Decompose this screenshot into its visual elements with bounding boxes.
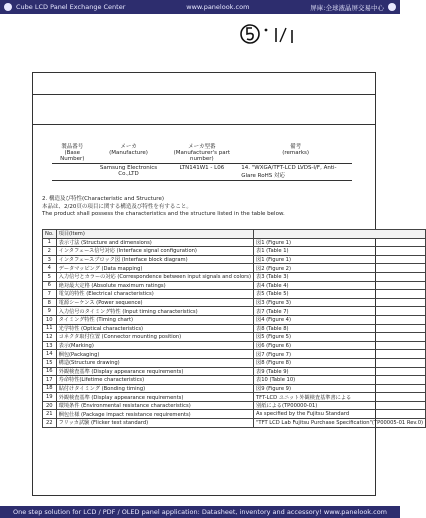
item-number: 16 [43,367,57,376]
item-label: 梱包仕様 (Package impact resistance requirements) [56,410,253,419]
list-item [43,238,426,247]
item-reference: 図2 (Figure 2) [254,264,426,273]
item-number: 1 [43,238,57,247]
item-number: 15 [43,358,57,367]
item-number: 17 [43,376,57,385]
item-reference: 図4 (Figure 4) [254,315,426,324]
section-line-jp: 本品は、2/20頁の項目に関する構造及び特性を有すること。 [42,203,192,210]
item-reference: 表3 (Table 3) [254,272,426,281]
item-label: 光学特性 (Optical characteristics) [56,324,253,333]
part-number-en: (Manufacturer's part number) [173,150,231,162]
item-number: 8 [43,298,57,307]
banner-right [310,3,396,12]
item-number: 18 [43,384,57,393]
item-reference: 図1 (Figure 1) [254,255,426,264]
list-item [43,324,426,333]
item-table-body [43,238,426,427]
item-label: 入力信号のタイミング特性 (Input timing characteristics) [56,307,253,316]
item-reference: 図7 (Figure 7) [254,350,426,359]
list-item [43,290,426,299]
page-mark-text: ⑤1/11 [240,20,244,21]
item-reference: 表4 (Table 4) [254,281,426,290]
site-logo-icon [4,3,12,11]
item-number: 4 [43,264,57,273]
list-item [43,376,426,385]
banner-right-text: 屏庫:全球液晶屏交易中心 [310,3,384,12]
item-reference: 表9 (Table 9) [254,367,426,376]
top-banner [0,0,400,14]
list-item [43,298,426,307]
item-reference: 表8 (Table 8) [254,324,426,333]
bottom-banner-text[interactable]: One step solution for LCD / PDF / OLED panel application: Datasheet, inventory and accessory! www.panelook.com [12,508,388,516]
list-item [43,367,426,376]
base-number-jp: 製品番号 [61,144,84,150]
list-item [43,384,426,393]
item-number: 20 [43,401,57,410]
manufacturer-jp: メーカ [120,144,137,150]
item-reference: "TFT LCD Lab Fujitsu Purchase Specification"(TP00005-01 Rev.0) [254,419,426,428]
item-label: 外観検査基準 (Display appearance requirements) [56,393,253,402]
item-label: 入力信号とカラーの対応 (Correspondence between input signals and colors) [56,272,253,281]
item-reference: 図6 (Figure 6) [254,341,426,350]
item-reference: 表10 (Table 10) [254,376,426,385]
part-number-value: LTN141W1 - L06 [179,165,225,171]
base-number-en: (Base Number) [60,150,85,162]
list-item [43,315,426,324]
list-item [43,333,426,342]
list-item [43,281,426,290]
section-title: 2. 構造及び特性(Characteristic and Structure) [42,196,164,202]
site-logo-icon-right [388,3,396,11]
item-label: 絶対最大定格 (Absolute maximum ratings) [56,281,253,290]
item-label: 表示(Marking) [56,341,253,350]
item-table [42,229,426,428]
item-reference: 図5 (Figure 5) [254,333,426,342]
item-label: 梱包(Packaging) [56,350,253,359]
item-number: 2 [43,247,57,256]
remarks-value: 14. "WXGA/TFT-LCD LVDS-I/F, Anti-Glare RoHS 対応 [241,165,337,179]
header-no: No. [43,230,57,239]
item-number: 9 [43,307,57,316]
list-item [43,393,426,402]
item-label: データマッピング (Data mapping) [56,264,253,273]
item-label: フリッカ試験 (Flicker test standard) [56,419,253,428]
banner-center-link[interactable]: www.panelook.com [186,3,250,11]
item-reference: 図3 (Figure 3) [254,298,426,307]
item-label: コネクタ取付位置 (Connector mounting position) [56,333,253,342]
base-number-value [52,164,93,181]
item-reference: 表1 (Table 1) [254,247,426,256]
item-reference: 図1 (Figure 1) [254,238,426,247]
list-item [43,247,426,256]
item-list [42,229,424,428]
item-number: 3 [43,255,57,264]
header-item: 項目(Item) [56,230,253,239]
item-label: インタフェース信号対応 (Interface signal configuration) [56,247,253,256]
item-label: タイミング特性 (Timing chart) [56,315,253,324]
item-label: 寿命特性(Lifetime characteristics) [56,376,253,385]
identification-value-row [52,164,352,181]
item-label: 構造(Structure drawing) [56,358,253,367]
item-number: 7 [43,290,57,299]
item-number: 12 [43,333,57,342]
item-number: 5 [43,272,57,281]
item-reference: 表5 (Table 5) [254,290,426,299]
item-label: 環境条件 (Environmental resistance characteristics) [56,401,253,410]
item-reference: 図9 (Figure 9) [254,384,426,393]
frame-rule-1 [32,94,376,95]
identification-table [52,141,352,181]
item-number: 19 [43,393,57,402]
identification-header-row [52,141,352,164]
list-item [43,307,426,316]
item-label: 外観検査基準 (Display appearance requirements) [56,367,253,376]
remarks-en: (remarks) [282,150,310,156]
header-ref [254,230,426,239]
item-number: 13 [43,341,57,350]
identification-block [52,141,352,181]
item-label: インタフェースブロック図 (Interface block diagram) [56,255,253,264]
list-item [43,358,426,367]
list-item [43,410,426,419]
handwritten-page-mark [240,20,300,50]
item-number: 6 [43,281,57,290]
item-reference: As specified by the Fujitsu Standard [254,410,426,419]
item-reference: 図8 (Figure 8) [254,358,426,367]
banner-left [4,3,125,11]
item-label: 電気的特性 (Electrical characteristics) [56,290,253,299]
item-table-header [43,230,426,239]
list-item [43,255,426,264]
item-reference: 別紙による(TP00000-01) [254,401,426,410]
section-heading [42,196,362,219]
manufacturer-en: (Manufacture) [109,150,148,156]
section-line-en: The product shall possess the characteristics and the structure listed in the table below. [42,211,285,217]
item-number: 14 [43,350,57,359]
list-item [43,272,426,281]
list-item [43,341,426,350]
banner-left-text: Cube LCD Panel Exchange Center [16,3,126,11]
item-number: 10 [43,315,57,324]
remarks-jp: 備考 [290,144,302,150]
item-number: 22 [43,419,57,428]
item-reference: 表7 (Table 7) [254,307,426,316]
item-label: 電源シーケンス (Power sequence) [56,298,253,307]
frame-rule-2 [32,124,376,125]
item-number: 21 [43,410,57,419]
list-item [43,350,426,359]
bottom-banner [0,506,400,518]
list-item [43,419,426,428]
list-item [43,264,426,273]
manufacturer-value: Samsung Electronics Co.,LTD [99,165,158,177]
item-label: 表示寸法 (Structure and dimensions) [56,238,253,247]
part-number-jp: メーカ型番 [188,144,216,150]
item-number: 11 [43,324,57,333]
item-label: 貼付けタイミング (Bonding timing) [56,384,253,393]
item-reference: TFT-LCD ユニット外観検査基準書による [254,393,426,402]
list-item [43,401,426,410]
